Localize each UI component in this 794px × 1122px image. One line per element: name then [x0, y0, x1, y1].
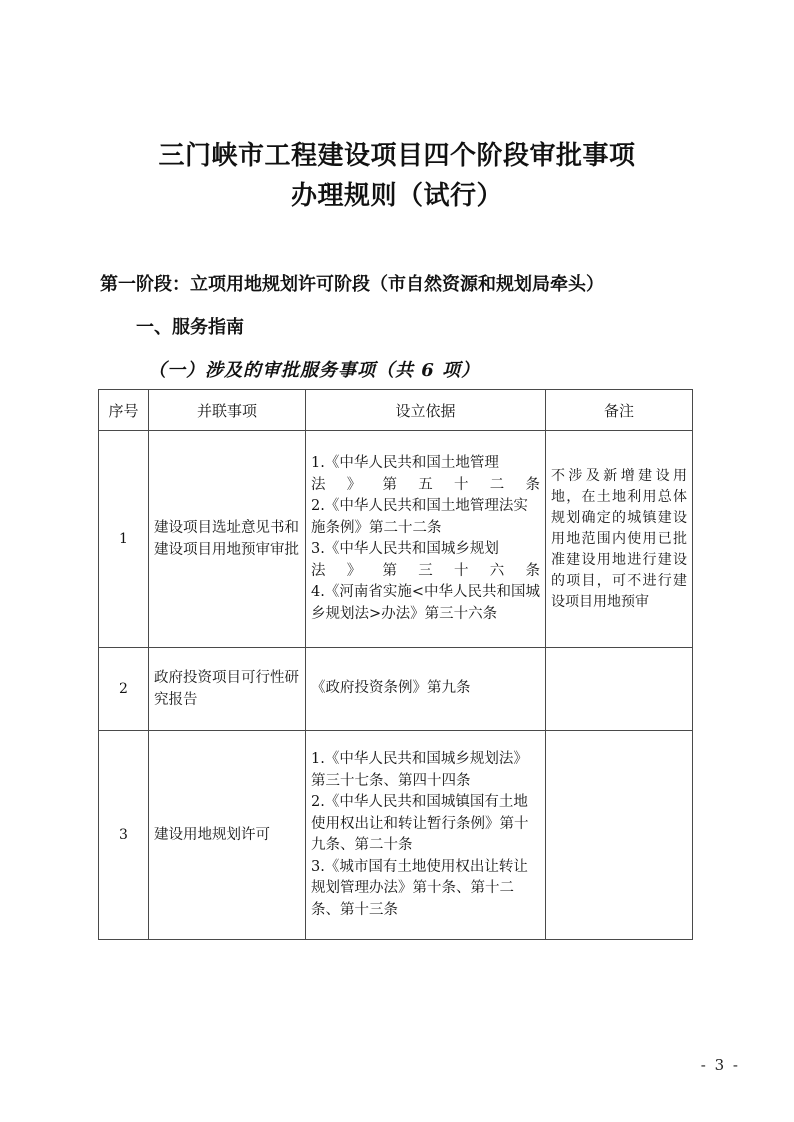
stage-heading: 第一阶段：立项用地规划许可阶段（市自然资源和规划局牵头） [100, 274, 604, 295]
row-number: 3 [99, 731, 149, 940]
column-header-basis: 设立依据 [306, 390, 546, 431]
approval-items-table-wrapper [98, 389, 692, 940]
table-header-row [99, 390, 693, 431]
basis-line: 1.《中华人民共和国土地管理 [311, 455, 499, 471]
basis-line: 《政府投资条例》第九条 [311, 680, 471, 697]
basis-line: 2.《中华人民共和国土地管理法实施条例》第二十二条 [311, 498, 528, 536]
title-line-2: 办理规则（试行） [290, 181, 503, 211]
row-note [546, 731, 693, 940]
row-basis [306, 431, 546, 648]
basis-line: 法 》 第 五 十 二 条 [311, 476, 540, 493]
row-basis [306, 648, 546, 731]
basis-line: 法 》 第 三 十 六 条 [311, 562, 540, 579]
section-heading: 一、服务指南 [136, 317, 244, 338]
table-row [99, 431, 693, 648]
page-title [97, 136, 697, 216]
row-basis [306, 731, 546, 940]
basis-line: 1.《中华人民共和国城乡规划法》第三十七条、第四十四条 [311, 751, 528, 789]
row-number: 1 [99, 431, 149, 648]
column-header-item: 并联事项 [149, 390, 306, 431]
title-line-1: 三门峡市工程建设项目四个阶段审批事项 [158, 141, 636, 171]
row-note: 不涉及新增建设用地，在土地利用总体规划确定的城镇建设用地范围内使用已批准建设用地进行建设的项目，可不进行建设项目用地预审 [546, 431, 693, 648]
row-item: 政府投资项目可行性研究报告 [149, 648, 306, 731]
row-note [546, 648, 693, 731]
table-row [99, 731, 693, 940]
subsection-heading: （一）涉及的审批服务事项（共 6 项） [148, 360, 481, 381]
table-row [99, 648, 693, 731]
basis-line: 2.《中华人民共和国城镇国有土地使用权出让和转让暂行条例》第十九条、第二十条 [311, 794, 529, 853]
basis-line: 4.《河南省实施<中华人民共和国城乡规划法>办法》第三十六条 [311, 584, 540, 622]
row-item: 建设用地规划许可 [149, 731, 306, 940]
basis-line: 3.《中华人民共和国城乡规划 [311, 541, 499, 557]
row-item: 建设项目选址意见书和建设项目用地预审审批 [149, 431, 306, 648]
approval-items-table [98, 389, 693, 940]
page-number: - 3 - [700, 1056, 740, 1074]
row-number: 2 [99, 648, 149, 731]
column-header-note: 备注 [546, 390, 693, 431]
column-header-no: 序号 [99, 390, 149, 431]
basis-line: 3.《城市国有土地使用权出让转让规划管理办法》第十条、第十二条、第十三条 [311, 858, 528, 918]
